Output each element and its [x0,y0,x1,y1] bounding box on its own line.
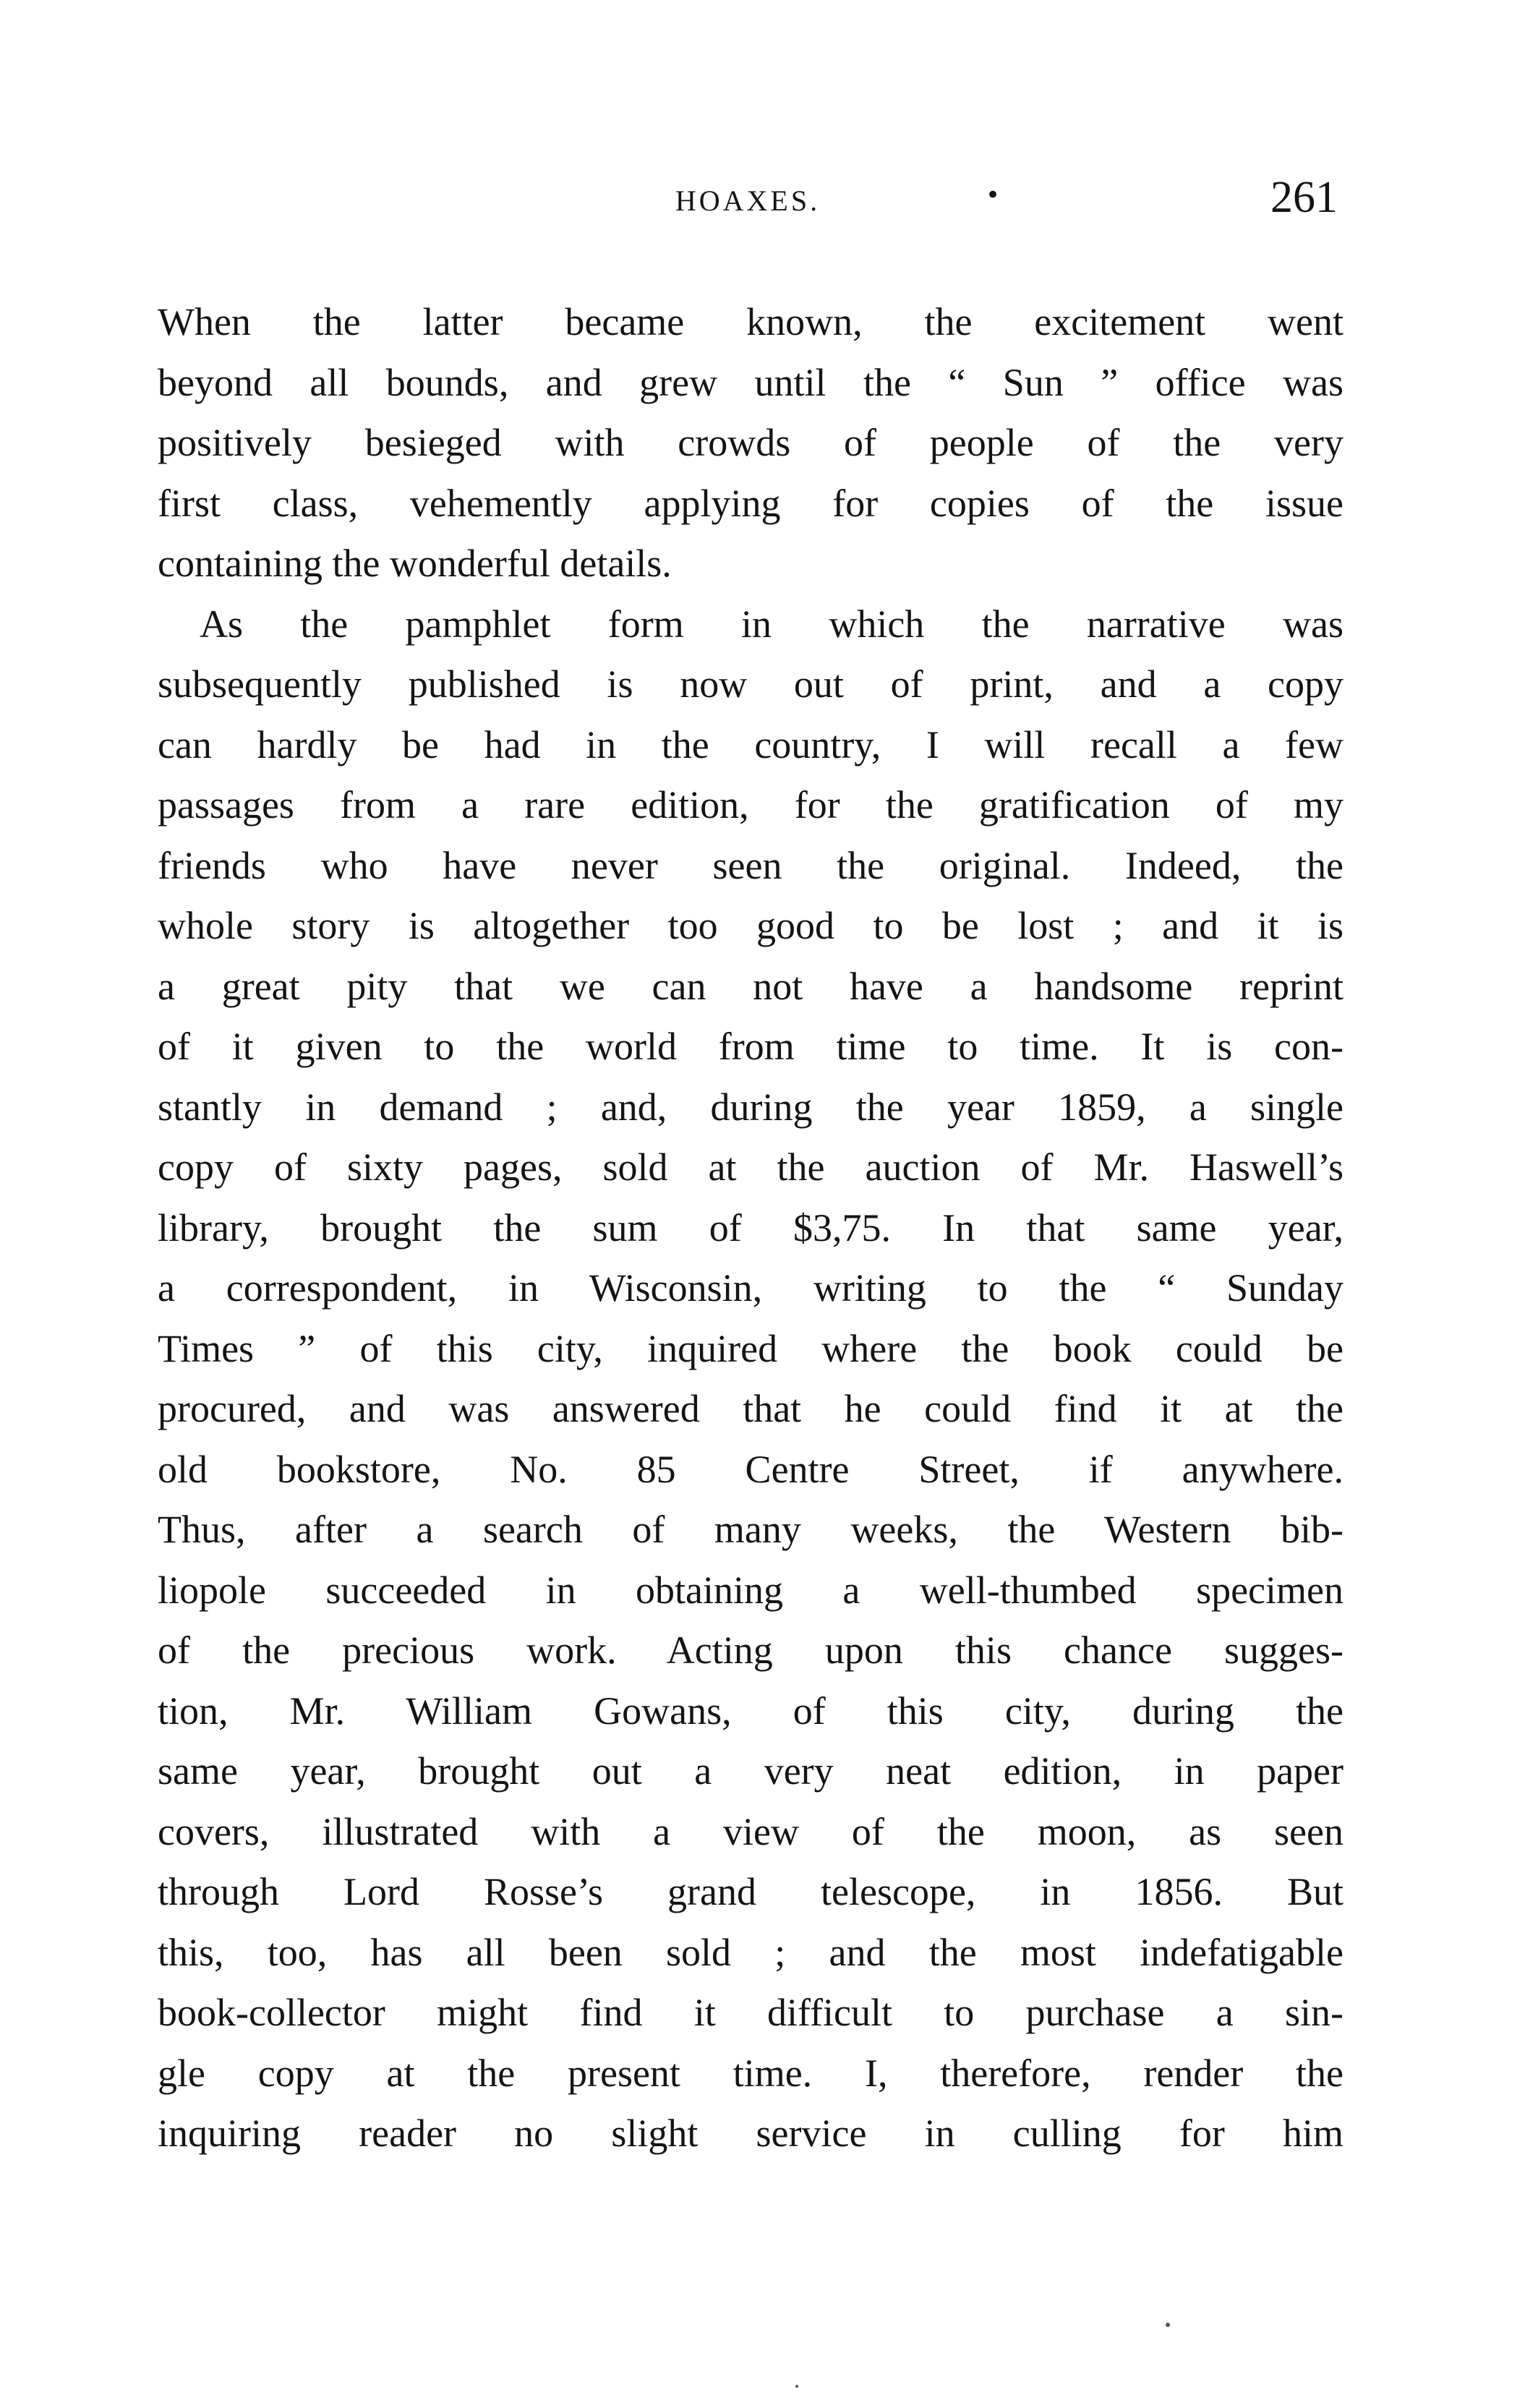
text-line: can hardly be had in the country, I will recall a few [158,722,1344,767]
text-line: friends who have never seen the original. Indeed, the [158,843,1344,887]
text-line: a great pity that we can not have a handsome reprint [158,964,1344,1008]
text-line: beyond all bounds, and grew until the “ Sun ” office was [158,360,1344,404]
text-line: inquiring reader no slight service in culling for him [158,2112,1344,2155]
text-line: As the pamphlet form in which the narrative was [200,602,1344,646]
running-head [158,168,1338,240]
text-line: a correspondent, in Wisconsin, writing to the “ Sunday [158,1266,1344,1310]
print-speck [1166,2323,1170,2327]
text-line: liopole succeeded in obtaining a well-thumbed specimen [158,1568,1344,1612]
print-speck [795,2385,798,2388]
text-line: gle copy at the present time. I, therefore, render the [158,2051,1344,2095]
body-text [158,292,1344,2164]
text-line: copy of sixty pages, sold at the auction of Mr. Haswell’s [158,1145,1344,1189]
text-line: same year, brought out a very neat edition, in paper [158,1749,1344,1793]
text-line: of the precious work. Acting upon this chance sugges- [158,1628,1344,1672]
text-line: book-collector might find it difficult to purchase a sin- [158,1991,1344,2034]
text-line: passages from a rare edition, for the gratification of my [158,783,1344,827]
text-line: covers, illustrated with a view of the moon, as seen [158,1809,1344,1853]
running-head-title: HOAXES. [675,184,821,217]
text-line: old bookstore, No. 85 Centre Street, if anywhere. [158,1447,1344,1491]
text-line: containing the wonderful details. [158,542,672,585]
text-line: When the latter became known, the excitement went [158,300,1344,343]
text-line: library, brought the sum of $3,75. In that same year, [158,1205,1344,1250]
text-line: tion, Mr. William Gowans, of this city, during the [158,1688,1344,1733]
text-line: Thus, after a search of many weeks, the Western bib- [158,1508,1344,1551]
text-line: procured, and was answered that he could find it at the [158,1387,1344,1430]
text-line: whole story is altogether too good to be lost ; and it is [158,904,1344,947]
text-line: this, too, has all been sold ; and the most indefatigable [158,1930,1344,1974]
text-line: subsequently published is now out of print, and a copy [158,662,1344,706]
text-line: Times ” of this city, inquired where the book could be [158,1326,1344,1370]
page-number: 261 [1270,173,1338,222]
running-head-mark: • [986,181,1001,210]
text-line: stantly in demand ; and, during the year 1859, a single [158,1085,1344,1129]
text-line: first class, vehemently applying for copies of the issue [158,481,1344,525]
text-line: positively besieged with crowds of people of the very [158,421,1344,464]
text-line: through Lord Rosse’s grand telescope, in 1856. But [158,1870,1344,1913]
text-line: of it given to the world from time to time. It is con- [158,1025,1344,1068]
